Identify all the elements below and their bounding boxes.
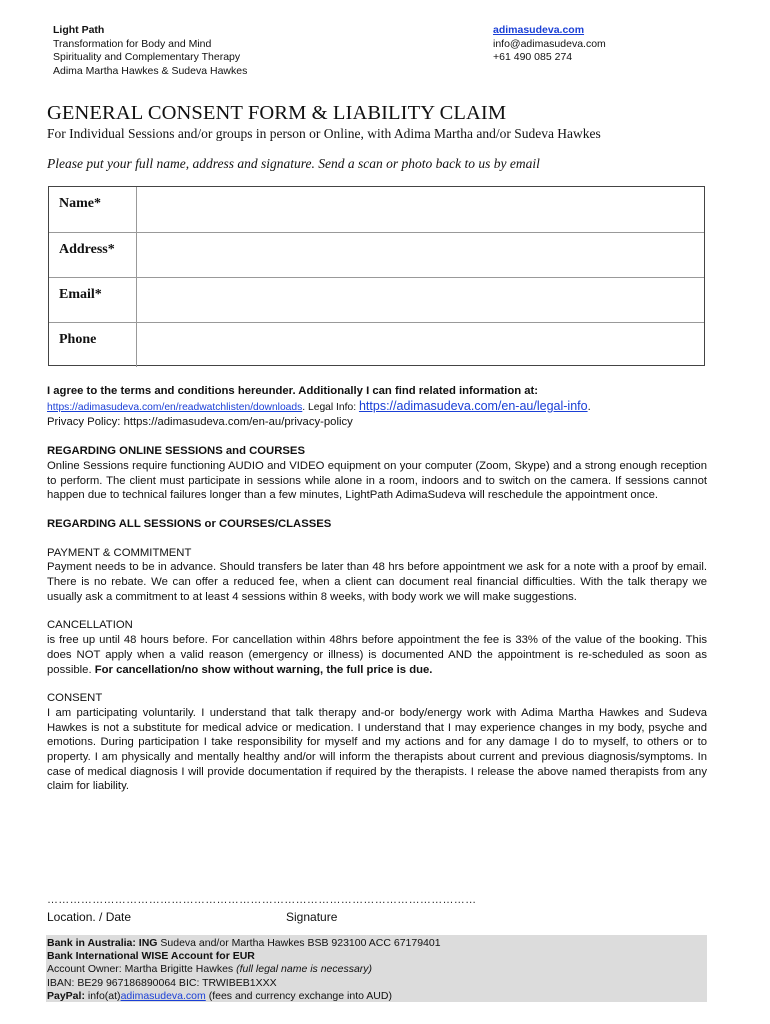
location-date-label: Location. / Date: [47, 910, 132, 924]
paypal-line: [47, 990, 707, 1003]
address-field[interactable]: [137, 233, 704, 277]
org-info: [53, 24, 247, 78]
name-field[interactable]: [137, 187, 704, 232]
contact-email: info@adimasudeva.com: [493, 37, 606, 50]
downloads-link[interactable]: https://adimasudeva.com/en/readwatchlisten/downloads: [47, 401, 303, 413]
bank-australia-label: Bank in Australia: ING: [47, 937, 158, 949]
page-subtitle: For Individual Sessions and/or groups in person or Online, with Adima Martha and/or Sudeva Hawkes: [47, 126, 601, 141]
contact-info: [493, 24, 606, 65]
account-owner-line: [47, 963, 707, 976]
bank-australia-line: [47, 937, 707, 950]
online-heading: REGARDING ONLINE SESSIONS and COURSES: [47, 445, 305, 458]
email-field[interactable]: [137, 278, 704, 322]
cancellation-text: is free up until 48 hours before. For cancellation within 48hrs before appointment the fee is 33% of the value of the booking. This does NOT apply when a valid reason (emergency or illness) is documented AND the appointment is re-scheduled as soon as possible.: [47, 634, 707, 676]
cancellation-warning: For cancellation/no show without warning, the full price is due.: [94, 663, 433, 676]
paypal-note: (fees and currency exchange into AUD): [205, 989, 392, 1002]
email-label: Email*: [49, 278, 137, 322]
contact-form-table: [48, 186, 705, 366]
agree-period: .: [587, 400, 591, 413]
paypal-prefix: info(at): [84, 989, 121, 1002]
form-row-address: [49, 232, 704, 277]
bank-details: [46, 935, 707, 1002]
account-owner: Account Owner: Martha Brigitte Hawkes: [47, 963, 237, 976]
address-label: Address*: [49, 233, 137, 277]
bank-australia-details: Sudeva and/or Martha Hawkes BSB 923100 ACC 67179401: [157, 937, 441, 949]
signature-label: Signature: [286, 910, 338, 924]
agree-links: [47, 399, 707, 416]
paypal-label: PayPal:: [47, 989, 85, 1002]
org-owners: Adima Martha Hawkes & Sudeva Hawkes: [53, 64, 248, 77]
terms-body: [47, 384, 707, 794]
instruction-text: Please put your full name, address and signature. Send a scan or photo back to us by email: [47, 156, 540, 171]
payment-text: Payment needs to be in advance. Should transfers be later than 48 hrs before appointment we ask for a note with a proof by email. There is no rebate. We can offer a reduced fee, when a client can document real financial difficulties. With the talk therapy we usually ask a commitment to at least 4 sessions within 8 weeks, with body work we will make suggestions.: [47, 561, 707, 603]
legal-info-link[interactable]: https://adimasudeva.com/en-au/legal-info: [358, 398, 588, 413]
privacy-policy: Privacy Policy: https://adimasudeva.com/en-au/privacy-policy: [47, 416, 353, 429]
consent-heading: CONSENT: [47, 692, 103, 705]
org-name: Light Path: [53, 24, 105, 36]
form-row-email: [49, 277, 704, 322]
payment-heading: PAYMENT & COMMITMENT: [47, 546, 192, 559]
cancellation-paragraph: [47, 633, 707, 677]
all-sessions-heading: REGARDING ALL SESSIONS or COURSES/CLASSES: [47, 517, 332, 530]
account-owner-note: (full legal name is necessary): [236, 963, 373, 976]
website-link[interactable]: adimasudeva.com: [493, 24, 585, 36]
legal-info-label: . Legal Info:: [302, 401, 359, 413]
phone-field[interactable]: [137, 323, 704, 367]
page-title: GENERAL CONSENT FORM & LIABILITY CLAIM: [47, 102, 507, 124]
org-description: Spirituality and Complementary Therapy: [53, 51, 241, 63]
form-row-name: [49, 187, 704, 232]
iban-line: IBAN: BE29 967186890064 BIC: TRWIBEB1XXX: [47, 976, 277, 989]
agree-heading: I agree to the terms and conditions hereunder. Additionally I can find related information at:: [47, 385, 539, 397]
org-tagline: Transformation for Body and Mind: [53, 37, 212, 50]
paypal-link[interactable]: adimasudeva.com: [120, 989, 206, 1002]
form-row-phone: [49, 322, 704, 367]
cancellation-heading: CANCELLATION: [47, 619, 133, 632]
contact-phone: +61 490 085 274: [493, 51, 573, 63]
name-label: Name*: [49, 187, 137, 232]
bank-international-label: Bank International WISE Account for EUR: [47, 950, 255, 963]
consent-text: I am participating voluntarily. I understand that talk therapy and-or body/energy work with Adima Martha Hawkes and Sudeva Hawkes is not a substitute for medical advice or medication. I understand that I may experience changes in my body, psyche and emotions. During participation I take responsibility for myself and my actions and for any damage I do to myself, to others or to property. I am physically and mentally healthy and/or will inform the therapists about current and previous diagnosis/symptoms. In case of medical diagnosis I will provide documentation if required by the therapists. I release the above named therapists from any claim for liability.: [47, 706, 707, 793]
online-text: Online Sessions require functioning AUDIO and VIDEO equipment on your computer (Zoom, Skype) and a strong enough reception to perform. The client must participate in sessions while alone in a room, indoors and to switch on the camera. If sessions cannot happen due to technical failures longer than a few minutes, LightPath AdimaSudeva will reschedule the appointment once.: [47, 459, 707, 502]
phone-label: Phone: [49, 323, 137, 367]
signature-dotted-line: ……………………………………………………………………………………………………: [47, 894, 477, 906]
